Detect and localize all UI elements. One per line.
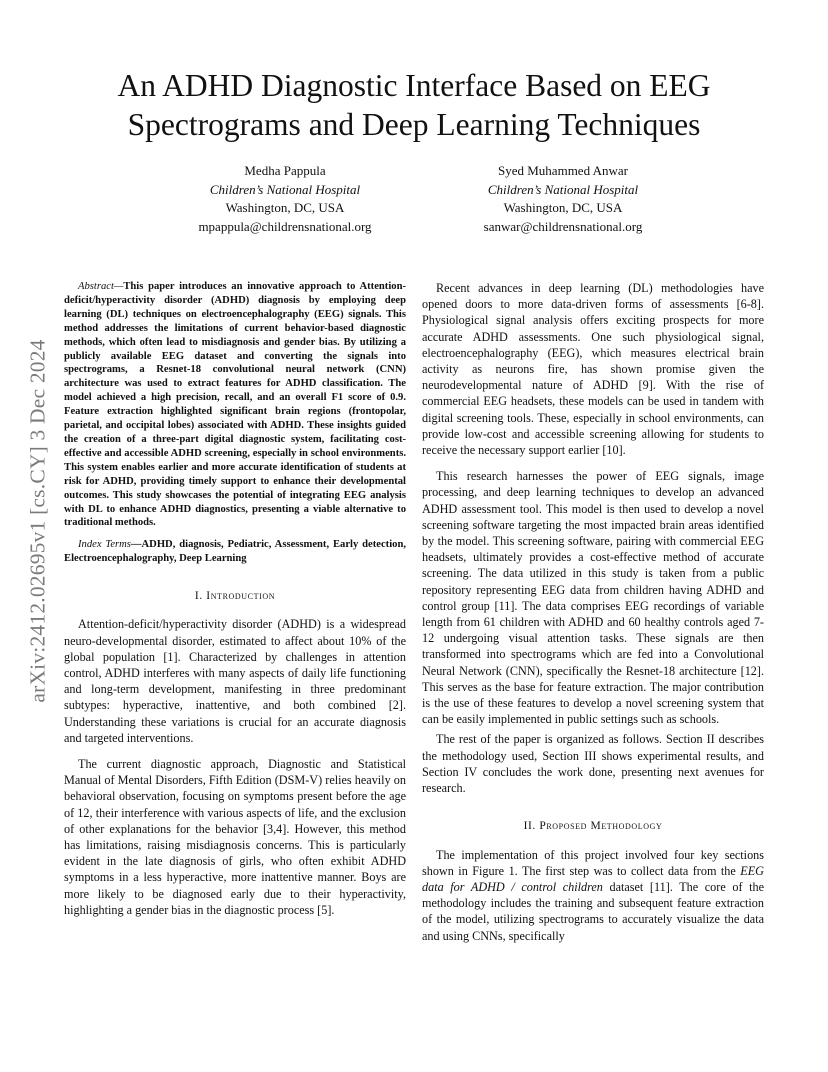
arxiv-identifier-text: arXiv:2412.02695v1 [cs.CY] 3 Dec 2024 <box>25 339 50 703</box>
paper-title: An ADHD Diagnostic Interface Based on EEG Spectrograms and Deep Learning Techniques <box>117 68 711 142</box>
intro-paragraph-1: Attention-deficit/hyperactivity disorder (ADHD) is a widespread neuro-developmental disorder, estimated to affect about 10% of the global population [1]. Characterized by challenges in attention control, ADHD interferes with many aspects of daily life functioning and long-term development, manifesting in three predominant subtypes: hyperactive, inattentive, and both combined [2]. Understanding these variations is crucial for an accurate diagnosis and targeted interventions. <box>64 617 406 745</box>
method-text-a: The implementation of this project involved four key sections shown in Figure 1. The first step was to collect data from the <box>422 847 764 878</box>
abstract <box>64 280 406 530</box>
author-email: mpappula@childrensnational.org <box>198 218 372 234</box>
author-name: Syed Muhammed Anwar <box>498 163 628 178</box>
author-block-2 <box>433 162 693 236</box>
index-terms <box>64 538 406 566</box>
author-location: Washington, DC, USA <box>225 200 345 215</box>
author-email: sanwar@childrensnational.org <box>483 218 643 234</box>
author-affiliation: Children’s National Hospital <box>487 181 639 197</box>
index-terms-lead: Index Terms <box>78 539 131 551</box>
author-name: Medha Pappula <box>244 163 326 178</box>
author-block-1 <box>155 162 415 236</box>
intro-paragraph-2: The current diagnostic approach, Diagnostic and Statistical Manual of Mental Disorders, Fifth Edition (DSM-V) relies heavily on behavioral observation, focusing on symptoms present before the age of 12, their interference with various aspects of life, and the exclusion of other explanations for the behavior [3,4]. However, this method has limitations, raising misdiagnosis concerns. This is particularly evident in the late diagnosis of girls, who often exhibit ADHD symptoms in a less hyperactive, more inattentive manner. Boys are more likely to be diagnosed early due to their hyperactivity, highlighting a gender bias in the diagnostic process [5]. <box>64 756 406 917</box>
left-column <box>64 280 406 918</box>
method-paragraph-1 <box>422 847 764 944</box>
author-location: Washington, DC, USA <box>503 200 623 215</box>
method-text-b: dataset [11]. The core of the methodology includes the training and subsequent feature extraction of the model, utilizing spectrograms to accurately visualize the data and using CNNs, specifically <box>422 879 764 943</box>
section-heading-introduction: I. Introduction <box>194 590 276 603</box>
arxiv-identifier <box>18 286 58 756</box>
author-affiliation: Children’s National Hospital <box>209 181 361 197</box>
section-heading-methodology: II. Proposed Methodology <box>523 820 663 833</box>
abstract-text: This paper introduces an innovative approach to Attention-deficit/hyperactivity disorder (ADHD) diagnosis by employing deep learning (DL) techniques on electroencephalography (EEG) signals. This method addresses the limitations of current behavior-based diagnostic methods, which often lead to misdiagnosis and gender bias. By utilizing a publicly available EEG dataset and converting the signals into spectrograms, a Resnet-18 convolutional neural network (CNN) architecture was used to extract features for ADHD classification. The model achieved a high precision, recall, and an overall F1 score of 0.9. Feature extraction highlighted significant brain regions (frontopolar, parietal, and occipital lobes) associated with ADHD. These insights guided the creation of a three-part digital diagnostic system, facilitating cost-effective and accessible ADHD screening, especially in school environments. This system enables earlier and more accurate identification of students at risk for ADHD, providing timely support to enhance their developmental outcomes. This study showcases the potential of integrating EEG analysis with DL to enhance ADHD diagnostics, presenting a viable alternative to traditional methods. <box>64 281 406 529</box>
intro-paragraph-4: This research harnesses the power of EEG signals, image processing, and deep learning techniques to develop an advanced ADHD assessment tool. This model is then used to develop a novel screening software targeting the most impacted brain areas identified by the model. This screening software, pairing with commercial EEG headsets, ultimately provides a cost-effective method of accurate screening. The data utilized in this study is taken from a public repository representing EEG data from children having ADHD and control group [11]. The data comprises EEG recordings of variable length from 61 children with ADHD and 60 healthy controls aged 7-12 undergoing visual attention tasks. These signals are then transformed into spectrograms which are fed into a Convolutional Neural Network (CNN), specifically the Resnet-18 architecture [12]. This serves as the base for feature extraction. The major contribution is the use of these features to develop a novel screening system that can be easily implemented in public settings such as schools. <box>422 469 764 727</box>
intro-paragraph-5: The rest of the paper is organized as follows. Section II describes the methodology used, Section III shows experimental results, and Section IV concludes the work done, presenting next avenues for research. <box>422 732 764 796</box>
index-terms-text: —ADHD, diagnosis, Pediatric, Assessment, Early detection, Electroencephalography, Deep Learning <box>64 539 406 565</box>
dataset-name: EEG data for ADHD / control children <box>422 863 764 894</box>
right-column <box>422 280 764 944</box>
abstract-lead: Abstract— <box>78 281 124 292</box>
intro-paragraph-3: Recent advances in deep learning (DL) methodologies have opened doors to more data-driven forms of assessments [6-8]. Physiological signal analysis offers exciting prospects for more accurate ADHD assessments. One such physiological signal, electroencephalography (EEG), which measures electrical brain activity as neurons fire, has shown promise given the neurodevelopmental nature of ADHD [9]. With the rise of commercial EEG headsets, these models can be used in tandem with digital screening tools. These, especially in school environments, can provide low-cost and accessible screening allowing for students to receive the necessary support earlier [10]. <box>422 281 764 458</box>
